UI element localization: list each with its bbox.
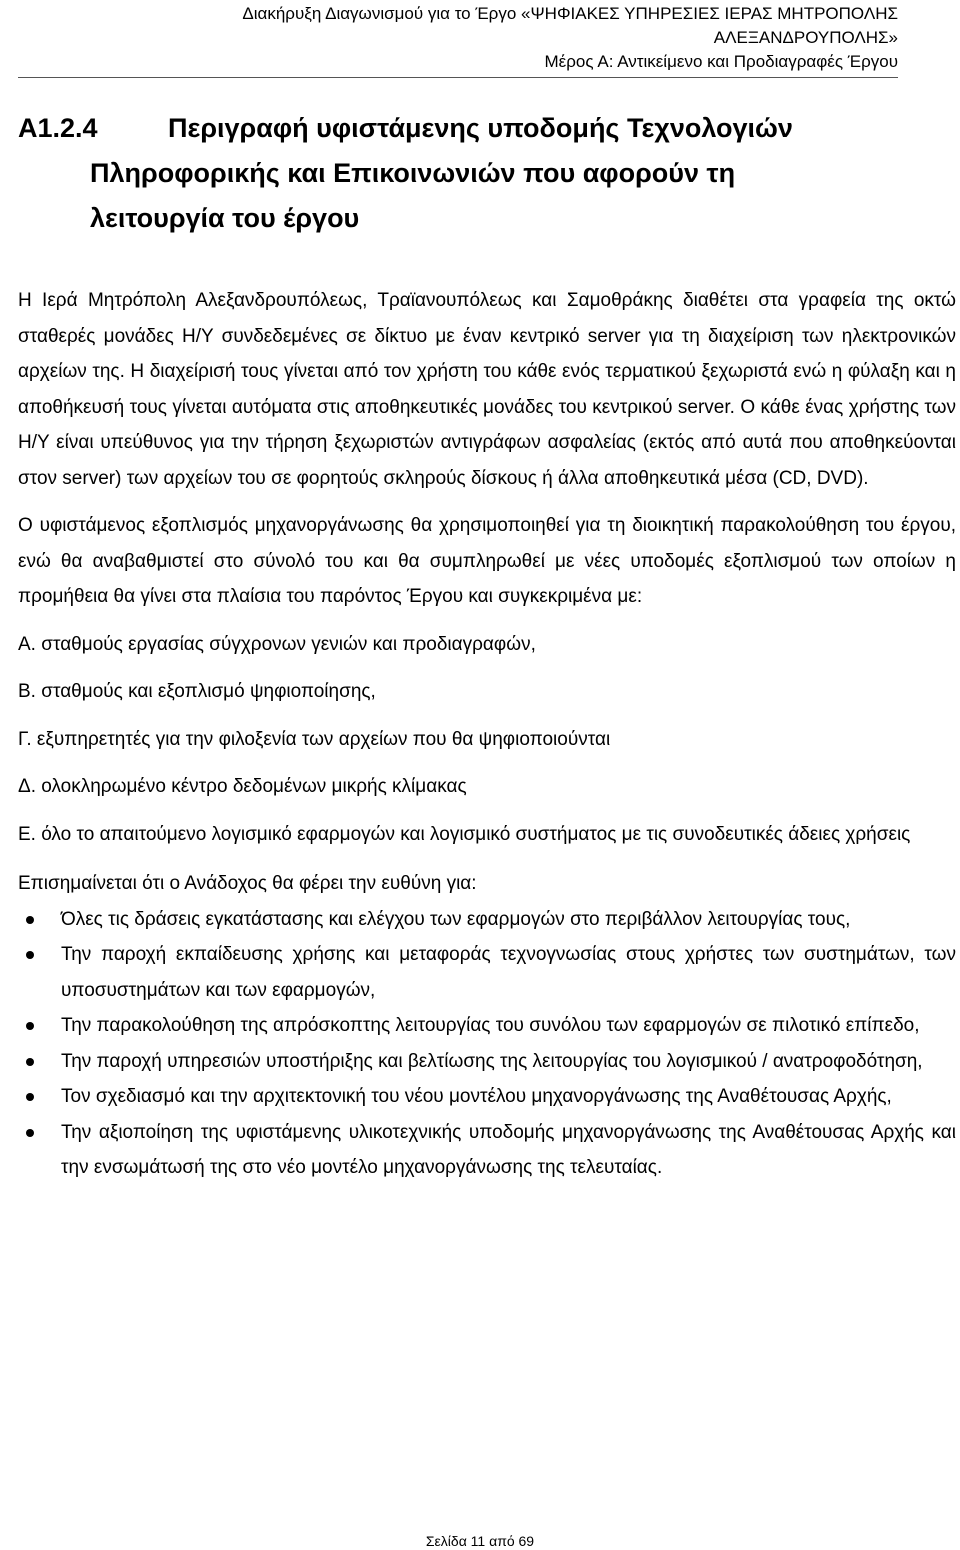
header-line-1: Διακήρυξη Διαγωνισμού για το Έργο «ΨΗΦΙΑΚΕΣ ΥΠΗΡΕΣΙΕΣ ΙΕΡΑΣ ΜΗΤΡΟΠΟΛΗΣ <box>242 4 898 23</box>
section-title-part-2: Πληροφορικής και Επικοινωνιών που αφορούν τη <box>90 158 736 188</box>
list-item <box>18 1079 956 1115</box>
lettered-item-e: Ε. όλο το απαιτούμενο λογισμικό εφαρμογών και λογισμικό συστήματος με τις συνοδευτικές άδειες χρήσεις <box>18 823 911 845</box>
page-number: Σελίδα 11 από 69 <box>425 1533 535 1549</box>
lettered-item-a: Α. σταθμούς εργασίας σύγχρονων γενιών και προδιαγραφών, <box>18 633 536 655</box>
section-heading <box>18 106 878 241</box>
bullet-text: Την παροχή υπηρεσιών υποστήριξης και βελτίωσης της λειτουργίας του λογισμικού / ανατροφοδότηση, <box>61 1050 923 1072</box>
lettered-item-b: Β. σταθμούς και εξοπλισμό ψηφιοποίησης, <box>18 681 376 702</box>
responsibility-list <box>18 902 956 1186</box>
bullet-icon <box>26 951 34 959</box>
section-number: Α1.2.4 <box>18 113 98 143</box>
list-item <box>18 937 956 1008</box>
paragraph-equipment-upgrade: Ο υφιστάμενος εξοπλισμός μηχανοργάνωσης θα χρησιμοποιηθεί για τη διοικητική παρακολούθηση του έργου, ενώ θα αναβαθμιστεί στο σύνολό του και θα συμπληρωθεί με νέες υποδομές εξοπλισμού των οποίων η προμήθεια θα γίνει στα πλαίσια του παρόντος Έργου και συγκεκριμένα με: <box>18 515 956 607</box>
header-line-2: ΑΛΕΞΑΝΔΡΟΥΠΟΛΗΣ» <box>713 28 898 47</box>
section-title-part-1: Περιγραφή υφιστάμενης υποδομής Τεχνολογιών <box>168 113 793 143</box>
bullet-text: Την παροχή εκπαίδευσης χρήσης και μεταφοράς τεχνογνωσίας στους χρήστες των συστημάτων, των υποσυστημάτων και των εφαρμογών, <box>61 944 956 1001</box>
section-heading-line-1 <box>18 106 878 151</box>
list-item <box>18 1115 956 1186</box>
lettered-item-c: Γ. εξυπηρετητές για την φιλοξενία των αρχείων που θα ψηφιοποιούνται <box>18 728 611 750</box>
lettered-item-d: Δ. ολοκληρωμένο κέντρο δεδομένων μικρής κλίμακας <box>18 776 467 797</box>
bullet-icon <box>26 1022 34 1030</box>
list-item <box>18 1044 956 1080</box>
bullet-icon <box>26 1058 34 1066</box>
responsibility-intro: Επισημαίνεται ότι ο Ανάδοχος θα φέρει την ευθύνη για: <box>18 873 477 894</box>
bullet-icon <box>26 1093 34 1101</box>
bullet-text: Όλες τις δράσεις εγκατάστασης και ελέγχου των εφαρμογών στο περιβάλλον λειτουργίας τους, <box>61 908 851 930</box>
page-header <box>138 2 898 74</box>
header-line-3: Μέρος Α: Αντικείμενο και Προδιαγραφές Έργου <box>544 52 898 71</box>
bullet-text: Την παρακολούθηση της απρόσκοπτης λειτουργίας του συνόλου των εφαρμογών σε πιλοτικό επίπεδο, <box>61 1015 920 1036</box>
section-title-part-3: λειτουργία του έργου <box>90 203 360 233</box>
paragraph-existing-infrastructure: Η Ιερά Μητρόπολη Αλεξανδρουπόλεως, Τραϊανουπόλεως και Σαμοθράκης διαθέτει στα γραφεία της οκτώ σταθερές μονάδες Η/Υ συνδεδεμένες σε δίκτυο με έναν κεντρικό server για τη διαχείριση των ηλεκτρονικών αρχείων της. Η διαχείρισή τους γίνεται από τον χρήστη του κάθε ενός τερματικού ξεχωριστά ενώ η φύλαξη και η αποθήκευσή τους γίνεται αυτόματα στις αποθηκευτικές μονάδες του κεντρικού server. Ο κάθε ένας χρήστης των Η/Υ είναι υπεύθυνος για την τήρηση ξεχωριστών αντιγράφων ασφαλείας (εκτός από αυτά που αποθηκεύονται στον server) των αρχείων του σε φορητούς σκληρούς δίσκους ή άλλα αποθηκευτικά μέσα (CD, DVD). <box>18 290 956 489</box>
list-item <box>18 902 956 938</box>
list-item <box>18 1008 956 1044</box>
header-divider <box>18 77 898 78</box>
page-content <box>18 283 956 1186</box>
page-footer <box>0 1532 960 1550</box>
bullet-icon <box>26 1129 34 1137</box>
bullet-icon <box>26 916 34 924</box>
bullet-text: Τον σχεδιασμό και την αρχιτεκτονική του νέου μοντέλου μηχανοργάνωσης της Αναθέτουσας Αρχής, <box>61 1086 892 1107</box>
bullet-text: Την αξιοποίηση της υφιστάμενης υλικοτεχνικής υποδομής μηχανοργάνωσης της Αναθέτουσας Αρχής και την ενσωμάτωσή της στο νέο μοντέλο μηχανοργάνωσης της τελευταίας. <box>61 1121 956 1178</box>
